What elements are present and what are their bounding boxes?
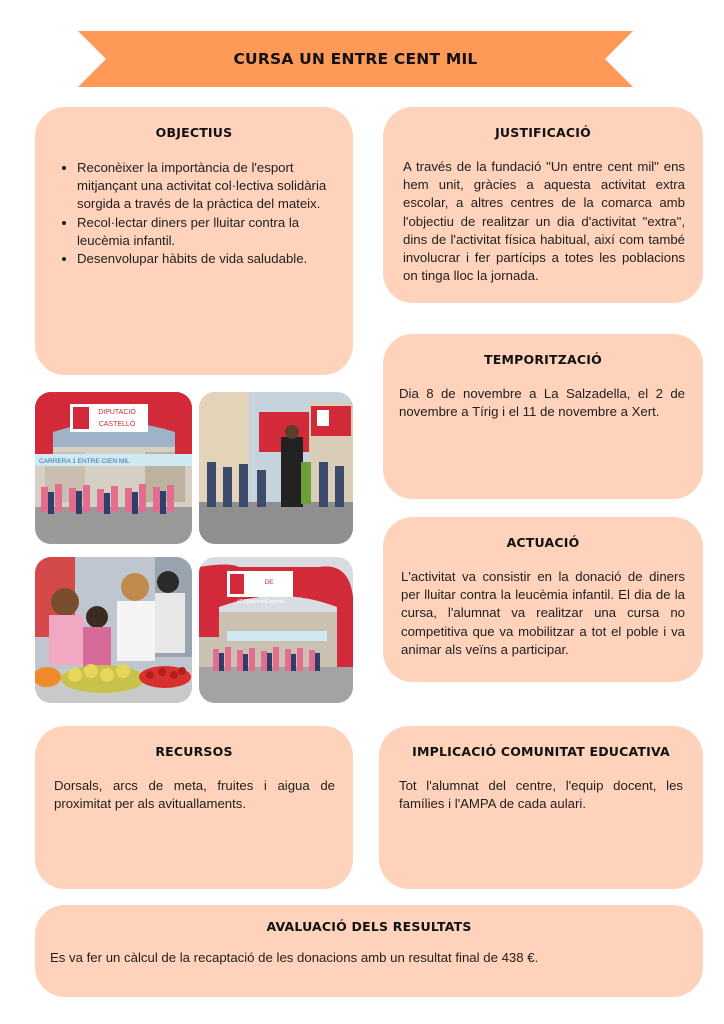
photo-kids-fruit bbox=[35, 557, 192, 703]
justificacio-card bbox=[383, 107, 703, 303]
page-title: CURSA UN ENTRE CENT MIL bbox=[233, 50, 478, 68]
avaluacio-heading: AVALUACIÓ DELS RESULTATS bbox=[266, 919, 472, 934]
actuacio-text: L'activitat va consistir en la donació de diners per lluitar contra la leucèmia infantil. El dia de la cursa, l'alumnat va realitzar una cursa no competitiva que va mobilitzar a tot el poble i va animar als veïns a participar. bbox=[401, 569, 685, 657]
temporitzacio-heading: TEMPORITZACIÓ bbox=[484, 352, 602, 367]
actuacio-card bbox=[383, 517, 703, 682]
arch-label: CASTELLÓ bbox=[98, 421, 136, 428]
recursos-heading: RECURSOS bbox=[155, 744, 233, 759]
actuacio-heading: ACTUACIÓ bbox=[506, 535, 580, 550]
photo-street-runners bbox=[199, 392, 353, 544]
temporitzacio-text: Dia 8 de novembre a La Salzadella, el 2 de novembre a Tírig i el 11 de novembre a Xert. bbox=[399, 386, 685, 420]
list-item: • Desenvolupar hàbits de vida saludable. bbox=[77, 250, 345, 268]
objectius-list bbox=[77, 159, 345, 268]
banner-label: CARRERA 1 ENTRE CIEN MIL bbox=[39, 458, 130, 465]
implicacio-card bbox=[379, 726, 703, 889]
objectius-heading: OBJECTIUS bbox=[155, 125, 233, 140]
implicacio-text: Tot l'alumnat del centre, l'equip docent, les famílies i l'AMPA de cada aulari. bbox=[399, 778, 683, 812]
list-item: • Recol·lectar diners per lluitar contra la leucèmia infantil. bbox=[77, 214, 345, 250]
arch-label: DIPUTACIÓ bbox=[98, 409, 136, 416]
list-item: • Reconèixer la importància de l'esport mitjançant una activitat col·lectiva solidària sorgida a través de la pràctica del mateix. bbox=[77, 159, 345, 214]
temporitzacio-card bbox=[383, 334, 703, 499]
objectius-card bbox=[35, 107, 353, 375]
recursos-card bbox=[35, 726, 353, 889]
title-banner bbox=[78, 31, 633, 87]
avaluacio-text: Es va fer un càlcul de la recaptació de les donacions amb un resultat final de 438 €. bbox=[50, 950, 539, 965]
recursos-text: Dorsals, arcs de meta, fruites i aigua de proximitat per als avituallaments. bbox=[54, 778, 335, 812]
photo-arch-kids bbox=[35, 392, 192, 544]
avaluacio-card bbox=[35, 905, 703, 997]
justificacio-heading: JUSTIFICACIÓ bbox=[495, 125, 591, 140]
photo-finish-arch bbox=[199, 557, 353, 703]
justificacio-text: A través de la fundació "Un entre cent mil" ens hem unit, gràcies a aquesta activitat extra escolar, a altres centres de la comarca amb l'objectiu de realitzar un dia d'activitat "extra", dins de l'activitat física habitual, així com també involucrar i fer partícips a totes les poblacions on tinga lloc la jornada. bbox=[403, 159, 685, 284]
arch-tag: #CSEscenariDeportiu bbox=[236, 599, 286, 605]
arch-label: DE bbox=[264, 579, 274, 586]
implicacio-heading: IMPLICACIÓ COMUNITAT EDUCATIVA bbox=[412, 744, 670, 759]
